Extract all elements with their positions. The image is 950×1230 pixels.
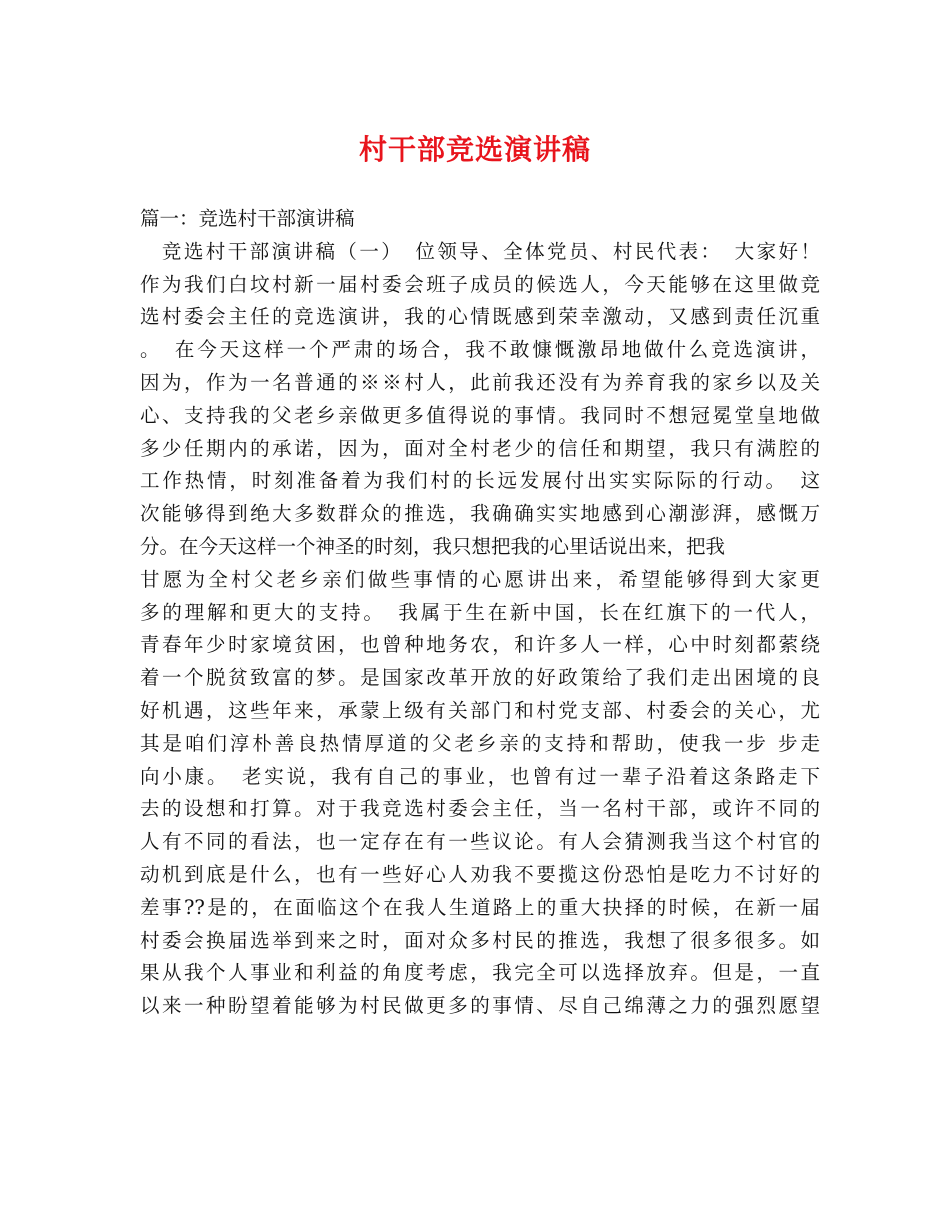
body-line: 工作热情，时刻准备着为我们村的长远发展付出实实际际的行动。 这 xyxy=(140,469,820,493)
body-line: 多的理解和更大的支持。 我属于生在新中国，长在红旗下的一代人， xyxy=(140,600,820,624)
document-body xyxy=(140,203,820,1023)
body-line: 竞选村干部演讲稿（一） 位领导、全体党员、村民代表： 大家好！ xyxy=(140,239,820,263)
body-line: 甘愿为全村父老乡亲们做些事情的心愿讲出来，希望能够得到大家更 xyxy=(140,567,820,591)
body-line: 选村委会主任的竞选演讲，我的心情既感到荣幸激动，又感到责任沉重 xyxy=(140,305,820,329)
body-line: 其是咱们淳朴善良热情厚道的父老乡亲的支持和帮助，使我一步 步走 xyxy=(140,731,820,755)
body-line: 。 在今天这样一个严肃的场合，我不敢慷慨激昂地做什么竞选演讲， xyxy=(140,338,820,362)
body-line: 差事??是的，在面临这个在我人生道路上的重大抉择的时候，在新一届 xyxy=(140,895,820,919)
body-line: 好机遇，这些年来，承蒙上级有关部门和村党支部、村委会的关心，尤 xyxy=(140,698,820,722)
body-line: 向小康。 老实说，我有自己的事业，也曾有过一辈子沿着这条路走下 xyxy=(140,764,820,788)
body-line: 作为我们白坟村新一届村委会班子成员的候选人，今天能够在这里做竞 xyxy=(140,272,820,296)
body-line: 多少任期内的承诺，因为，面对全村老少的信任和期望，我只有满腔的 xyxy=(140,436,820,460)
body-line: 去的设想和打算。对于我竞选村委会主任，当一名村干部，或许不同的 xyxy=(140,797,820,821)
body-line: 以来一种盼望着能够为村民做更多的事情、尽自己绵薄之力的强烈愿望 xyxy=(140,994,820,1018)
body-line: 村委会换届选举到来之时，面对众多村民的推选，我想了很多很多。如 xyxy=(140,928,820,952)
body-line: 果从我个人事业和利益的角度考虑，我完全可以选择放弃。但是，一直 xyxy=(140,961,820,985)
body-line: 动机到底是什么，也有一些好心人劝我不要揽这份恐怕是吃力不讨好的 xyxy=(140,862,820,886)
body-line: 分。在今天这样一个神圣的时刻，我只想把我的心里话说出来，把我 xyxy=(140,534,726,558)
page-title: 村干部竞选演讲稿 xyxy=(358,133,591,166)
body-line: 人有不同的看法，也一定存在有一些议论。有人会猜测我当这个村官的 xyxy=(140,830,820,854)
body-line: 篇一：竞选村干部演讲稿 xyxy=(140,207,355,230)
body-line: 心、支持我的父老乡亲做更多值得说的事情。我同时不想冠冕堂皇地做 xyxy=(140,403,820,427)
body-line: 因为，作为一名普通的※※村人，此前我还没有为养育我的家乡以及关 xyxy=(140,370,820,394)
body-line: 着一个脱贫致富的梦。是国家改革开放的好政策给了我们走出困境的良 xyxy=(140,666,820,690)
body-line: 青春年少时家境贫困，也曾种地务农，和许多人一样，心中时刻都萦绕 xyxy=(140,633,820,657)
body-line: 次能够得到绝大多数群众的推选，我确确实实地感到心潮澎湃，感慨万 xyxy=(140,502,820,526)
